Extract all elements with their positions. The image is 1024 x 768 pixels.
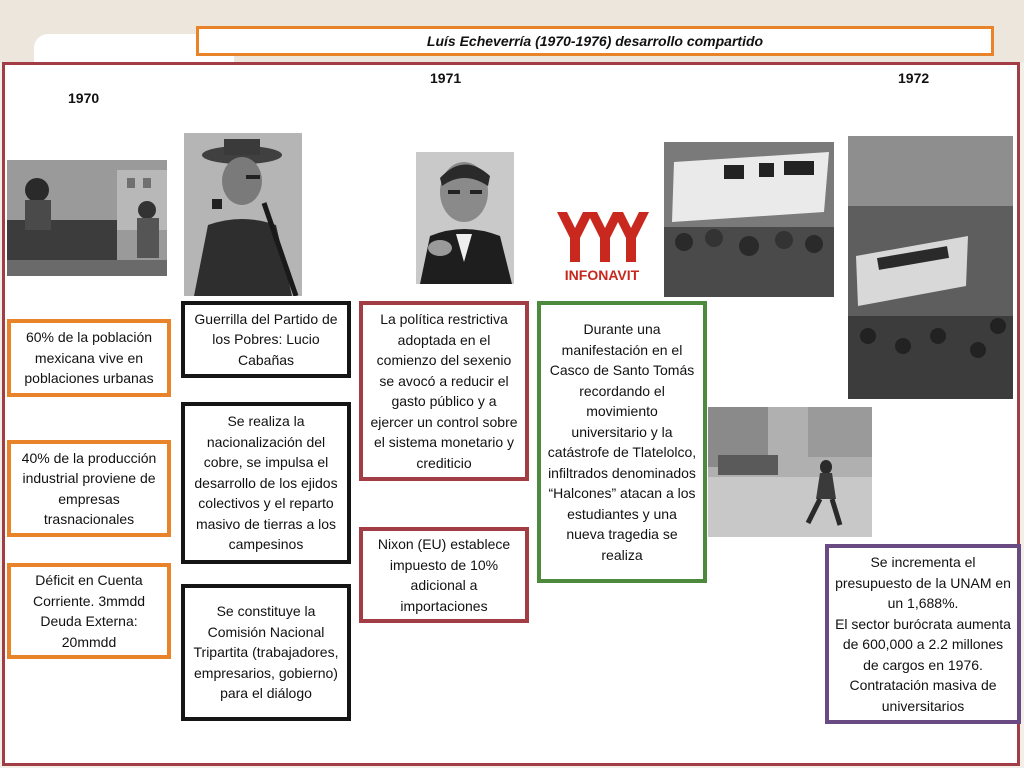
photo-lucio-cabanas: [184, 133, 302, 296]
photo-crowd-march: [848, 136, 1013, 399]
photo-street-attack: [708, 407, 872, 537]
box-urban-population: 60% de la población mexicana vive en poblaciones urbanas: [7, 319, 171, 397]
box-guerrilla: Guerrilla del Partido de los Pobres: Lucio Cabañas: [181, 301, 351, 378]
infonavit-logo-text: INFONAVIT: [564, 267, 640, 283]
photo-nixon: [416, 152, 514, 284]
box-copper-nationalization: Se realiza la nacionalización del cobre, se impulsa el desarrollo de los ejidos colectivos y el reparto masivo de tierras a los campesinos: [181, 402, 351, 564]
photo-soldiers-tank: [7, 160, 167, 276]
box-halcones-massacre: Durante una manifestación en el Casco de Santo Tomás recordando el movimiento universitario y la catástrofe de Tlatelolco, infiltrados denominados “Halcones” atacan a los estudiantes y una nueva tragedia se realiza: [537, 301, 707, 583]
year-1972: 1972: [898, 70, 930, 86]
box-restrictive-policy: La política restrictiva adoptada en el comienzo del sexenio se avocó a reducir el gasto público y a ejercer un control sobre el sistema monetario y crediticio: [359, 301, 529, 481]
box-nixon-tax: Nixon (EU) establece impuesto de 10% adicional a importaciones: [359, 527, 529, 623]
photo-pueblo-protest: [664, 142, 834, 297]
box-deficit: Déficit en Cuenta Corriente. 3mmdd Deuda Externa: 20mmdd: [7, 563, 171, 659]
year-1971: 1971: [430, 70, 462, 86]
box-tripartite-commission: Se constituye la Comisión Nacional Tripartita (trabajadores, empresarios, gobierno) para el diálogo: [181, 584, 351, 721]
slide-title: Luís Echeverría (1970-1976) desarrollo compartido: [196, 26, 994, 56]
box-unam-budget: Se incrementa el presupuesto de la UNAM en un 1,688%. El sector burócrata aumenta de 600,000 a 2.2 millones de cargos en 1976. Contratación masiva de universitarios: [825, 544, 1021, 724]
year-1970: 1970: [68, 90, 100, 106]
infonavit-logo: [551, 206, 653, 286]
box-industrial-production: 40% de la producción industrial proviene de empresas trasnacionales: [7, 440, 171, 537]
